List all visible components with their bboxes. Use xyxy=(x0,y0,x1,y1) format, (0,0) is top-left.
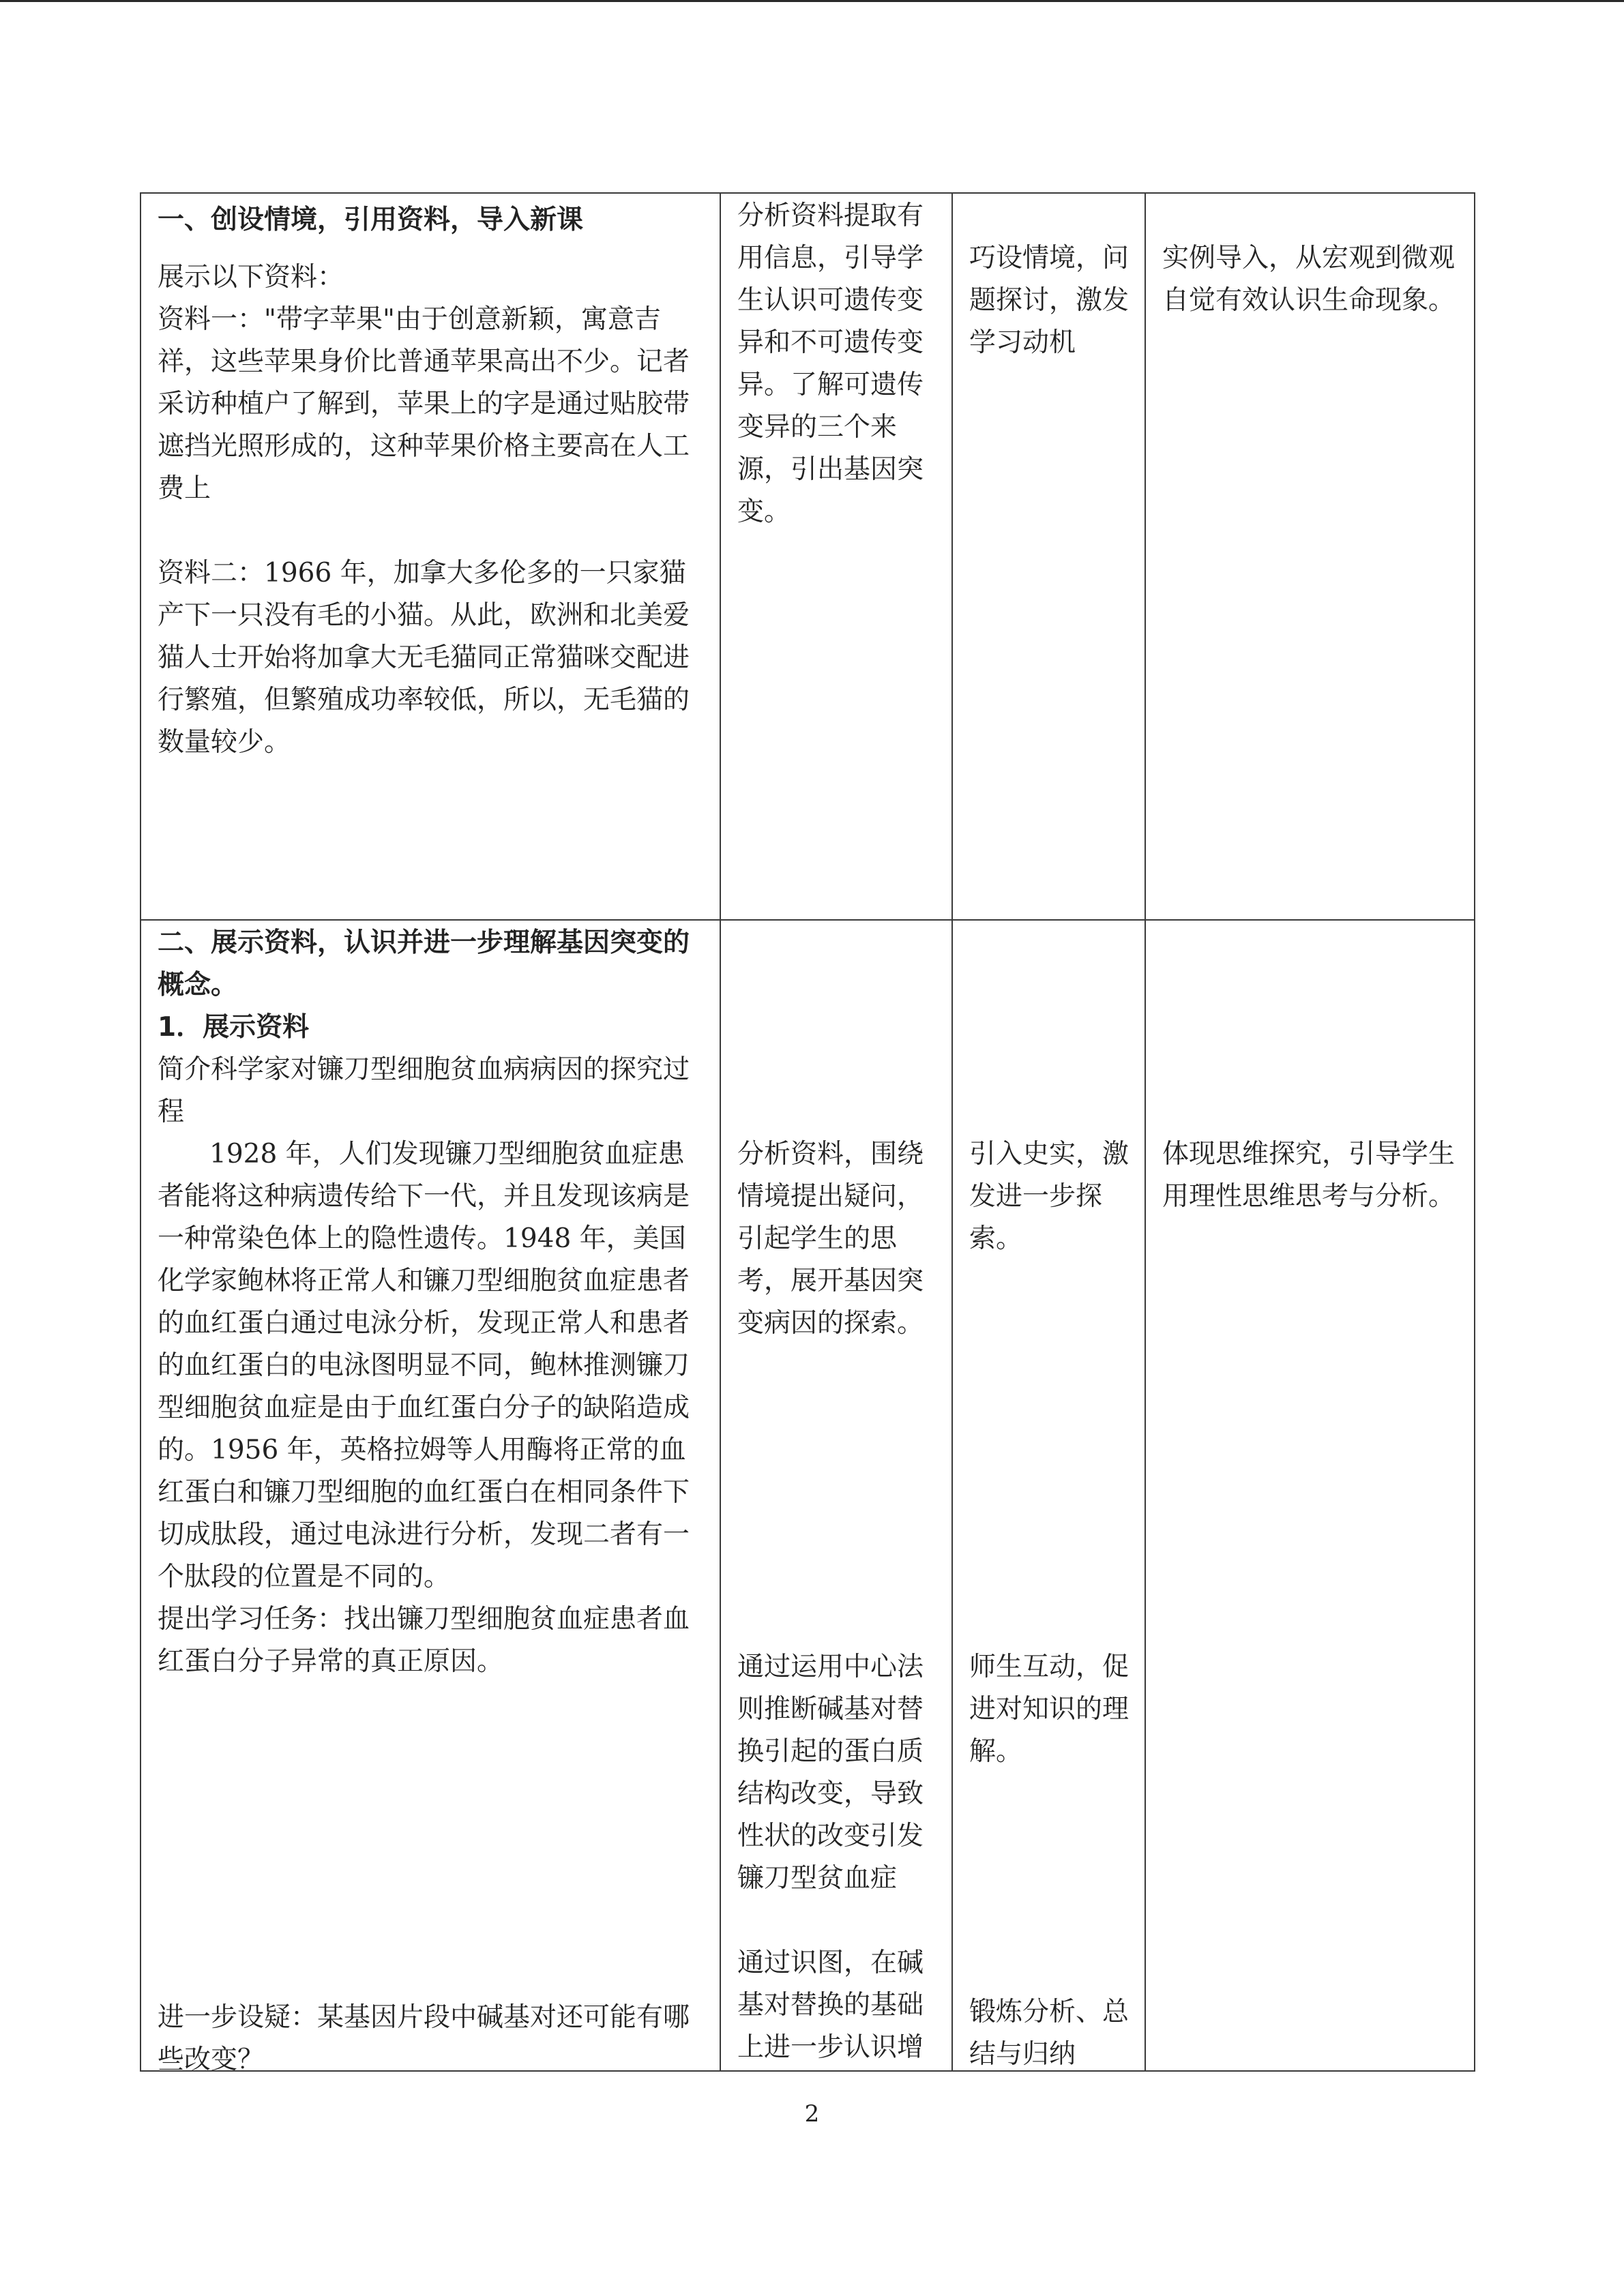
section-2-intro: 简介科学家对镰刀型细胞贫血病病因的探究过程 xyxy=(158,1054,690,1127)
core-literacy-2: 体现思维探究，引导学生用理性思维思考与分析。 xyxy=(1162,1139,1456,1212)
student-activity-cell-2 xyxy=(720,920,952,2071)
student-activity-cell-1 xyxy=(720,193,952,920)
design-intent-cell-2 xyxy=(952,920,1145,2071)
design-intent-2c: 锻炼分析、总结与归纳 xyxy=(969,1997,1130,2070)
design-intent-1: 巧设情境，问题探讨，激发学习动机 xyxy=(969,243,1130,358)
section-2-heading: 二、展示资料，认识并进一步理解基因突变的概念。 xyxy=(158,927,690,1000)
design-intent-2a: 引入史实，激发进一步探索。 xyxy=(969,1139,1130,1254)
lesson-plan-table xyxy=(140,192,1475,2075)
material-two: 资料二：1966 年，加拿大多伦多的一只家猫产下一只没有毛的小猫。从此，欧洲和北美爱猫人士开始将加拿大无毛猫同正常猫咪交配进行繁殖，但繁殖成功率较低，所以，无毛猫的数量较少。 xyxy=(158,558,690,758)
teaching-process-cell-2 xyxy=(141,920,720,2075)
teaching-process-cell-1 xyxy=(141,193,720,920)
cell-content xyxy=(969,1133,1130,1260)
cell-content xyxy=(1162,1133,1459,1218)
history-paragraph: 1928 年，人们发现镰刀型细胞贫血症患者能将这种病遗传给下一代，并且发现该病是一种常染色体上的隐性遗传。1948 年，美国化学家鲍林将正常人和镰刀型细胞贫血症患者的血红蛋白通过电泳分析，发现正常人和患者的血红蛋白的电泳图明显不同，鲍林推测镰刀型细胞贫血症是由于血红蛋白分子的缺陷造成的。1956 年，英格拉姆等人用酶将正常的血红蛋白和镰刀型细胞的血红蛋白在相同条件下切成肽段，通过电泳进行分析，发现二者有一个肽段的位置是不同的。 xyxy=(158,1139,690,1592)
cell-content xyxy=(969,1646,1130,1773)
design-intent-cell-1 xyxy=(952,193,1145,920)
cell-content-bottom xyxy=(158,1997,705,2081)
design-intent-2b: 师生互动，促进对知识的理解。 xyxy=(969,1652,1130,1767)
cell-content xyxy=(158,199,705,764)
core-literacy-cell-1 xyxy=(1145,193,1475,920)
cell-content xyxy=(1162,237,1459,322)
learning-task: 提出学习任务：找出镰刀型细胞贫血症患者血红蛋白分子异常的真正原因。 xyxy=(158,1604,690,1677)
section-1-heading: 一、创设情境，引用资料，导入新课 xyxy=(158,205,584,235)
material-one: 资料一："带字苹果"由于创意新颖，寓意吉祥，这些苹果身价比普通苹果高出不少。记者采访种植户了解到，苹果上的字是通过贴胶带遮挡光照形成的，这种苹果价格主要高在人工费上 xyxy=(158,304,690,504)
student-activity-2c: 通过识图，在碱基对替换的基础上进一步认识增 xyxy=(737,1948,924,2063)
top-border-line xyxy=(0,0,1624,2)
cell-content xyxy=(737,1942,936,2069)
table-row-section-2 xyxy=(141,920,1475,2071)
student-activity-2b: 通过运用中心法则推断碱基对替换引起的蛋白质结构改变，导致性状的改变引发镰刀型贫血症 xyxy=(737,1652,924,1894)
student-activity-2a: 分析资料，围绕情境提出疑问，引起学生的思考，展开基因突变病因的探索。 xyxy=(737,1139,924,1339)
cell-content xyxy=(969,1991,1130,2076)
section-2-subheading: 1．展示资料 xyxy=(158,1012,310,1043)
cell-content xyxy=(737,195,936,533)
cell-content xyxy=(969,237,1130,364)
cell-content xyxy=(737,1646,936,1900)
core-literacy-1: 实例导入，从宏观到微观自觉有效认识生命现象。 xyxy=(1162,243,1456,316)
table-row-section-1 xyxy=(141,193,1475,920)
section-1-intro: 展示以下资料： xyxy=(158,262,344,293)
cell-content xyxy=(737,1133,936,1345)
further-question: 进一步设疑：某基因片段中碱基对还可能有哪些改变？ xyxy=(158,2002,690,2075)
cell-content xyxy=(158,922,705,1683)
student-activity-1: 分析资料提取有用信息，引导学生认识可遗传变异和不可遗传变异。了解可遗传变异的三个来源，引出基因突变。 xyxy=(737,200,924,527)
page-number: 2 xyxy=(804,2100,820,2128)
core-literacy-cell-2 xyxy=(1145,920,1475,2071)
